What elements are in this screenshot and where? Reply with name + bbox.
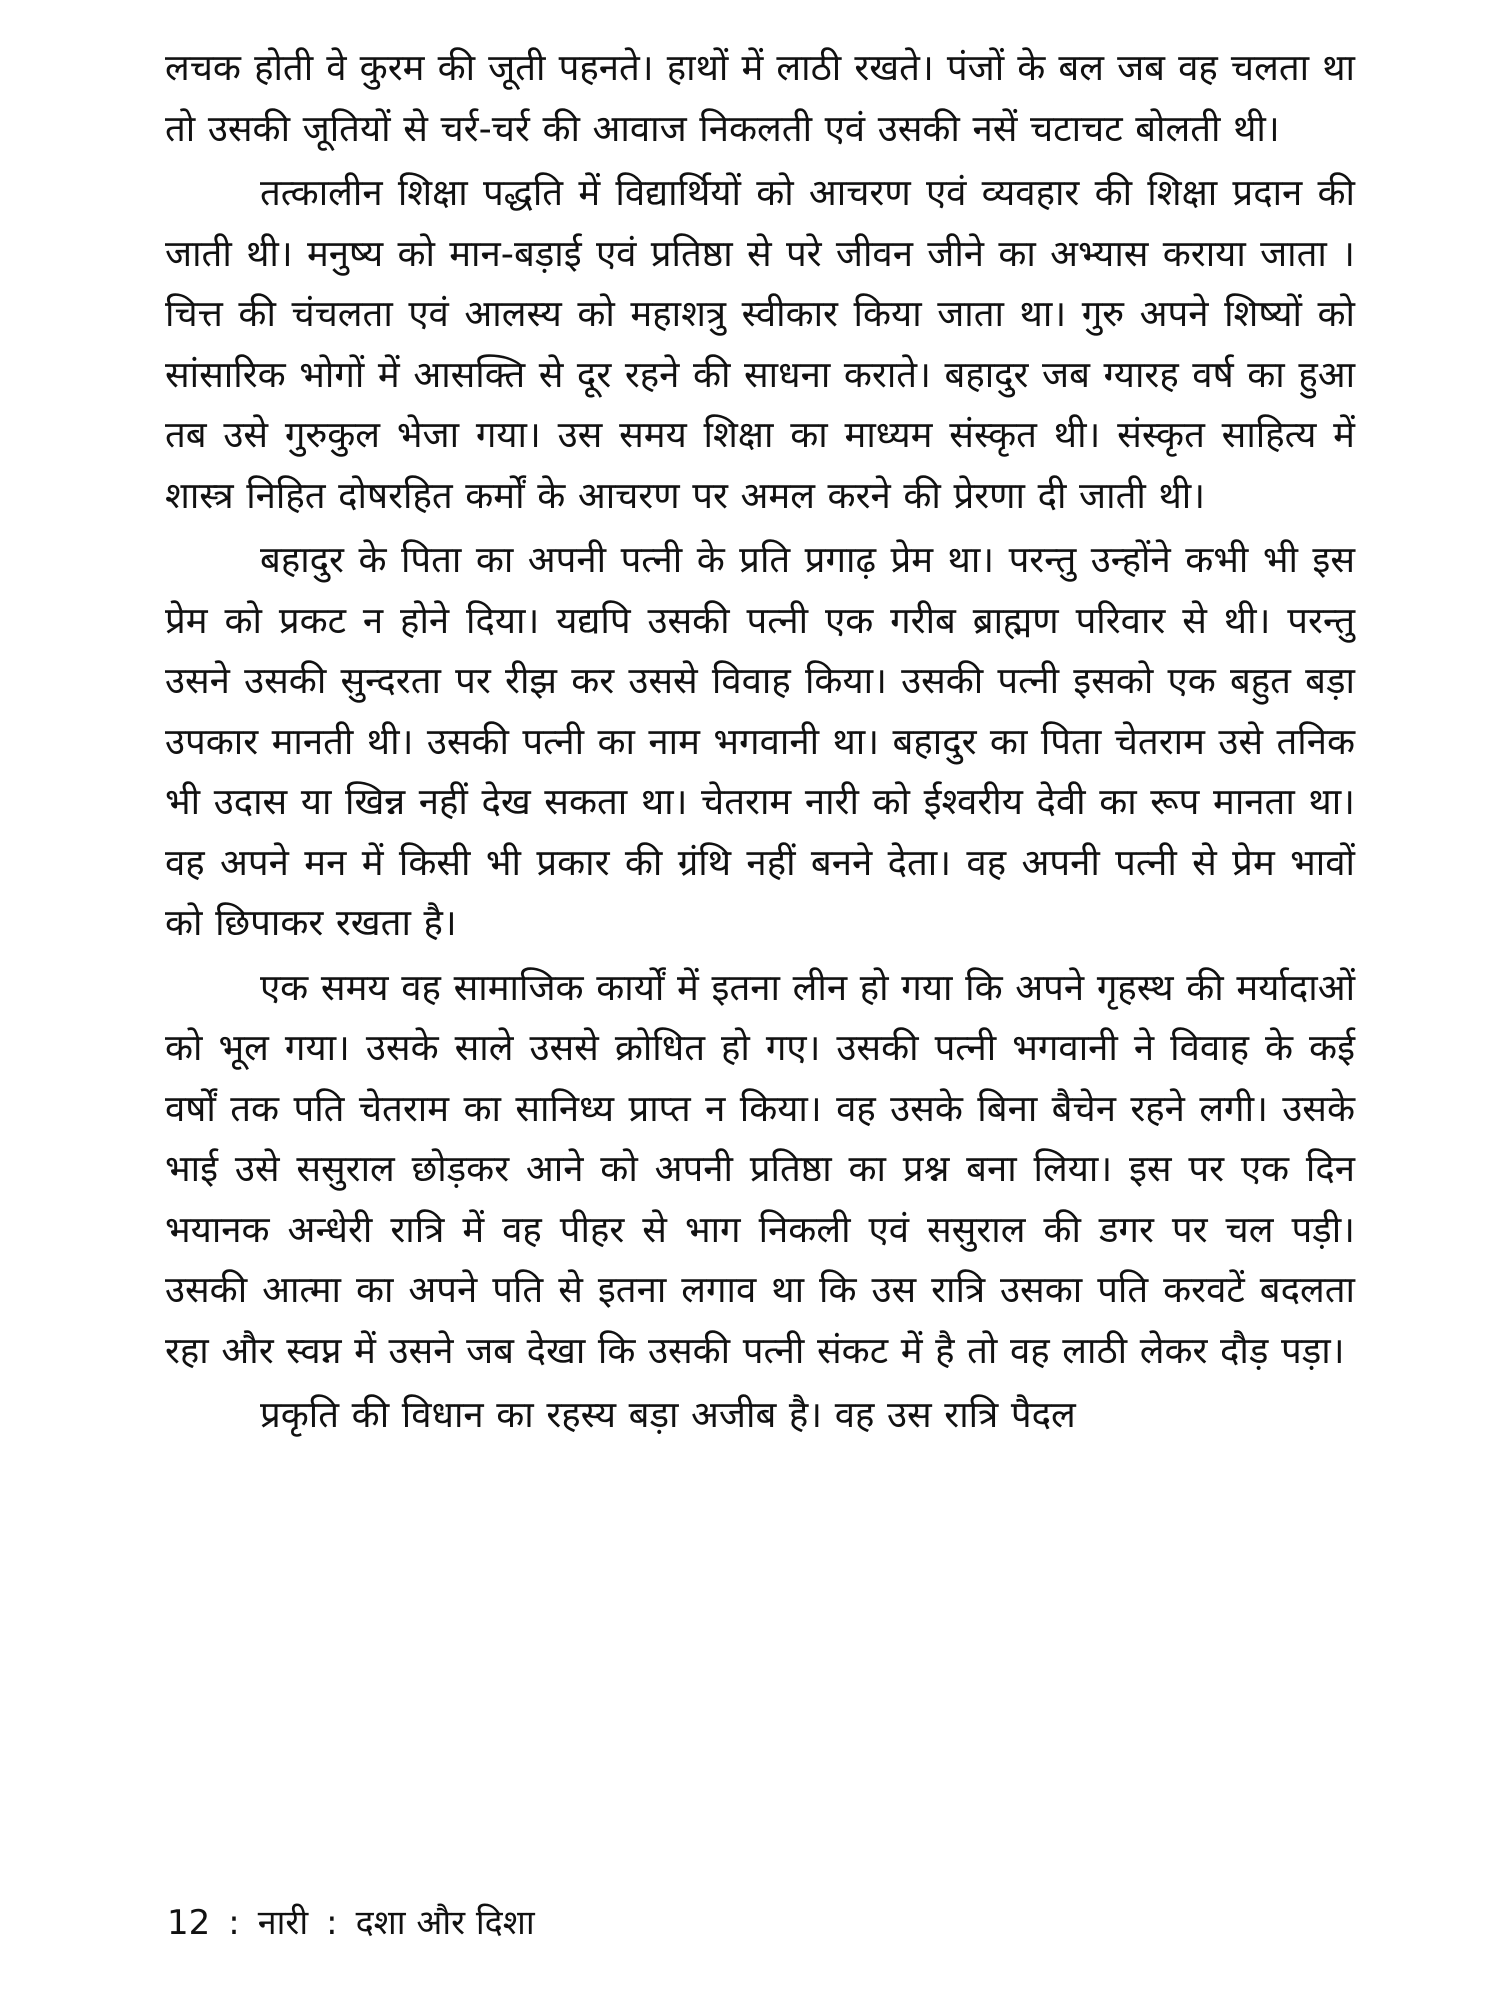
paragraph-3: बहादुर के पिता का अपनी पत्नी के प्रति प्रगाढ़ प्रेम था। परन्तु उन्होंने कभी भी इस प्रेम को प्रकट न होने दिया। यद्यपि उसकी पत्नी एक गरीब ब्राह्मण परिवार से थी। परन्तु उसने उसकी सुन्दरता पर रीझ कर उससे विवाह किया। उसकी पत्नी इसको एक बहुत बड़ा उपकार मानती थी। उसकी पत्नी का नाम भगवानी था। बहादुर का पिता चेतराम उसे तनिक भी उदास या खिन्न नहीं देख सकता था। चेतराम नारी को ईश्वरीय देवी का रूप मानता था। वह अपने मन में किसी भी प्रकार की ग्रंथि नहीं बनने देता। वह अपनी पत्नी से प्रेम भावों को छिपाकर रखता है। xyxy=(165,538,1355,944)
footer-separator: : xyxy=(228,1903,240,1943)
page-body xyxy=(165,38,1355,1963)
footer-separator-2: : xyxy=(326,1903,338,1943)
page-number: 12 xyxy=(167,1903,211,1943)
paragraph-4: एक समय वह सामाजिक कार्यों में इतना लीन हो गया कि अपने गृहस्थ की मर्यादाओं को भूल गया। उसके साले उससे क्रोधित हो गए। उसकी पत्नी भगवानी ने विवाह के कई वर्षों तक पति चेतराम का सानिध्य प्राप्त न किया। वह उसके बिना बैचेन रहने लगी। उसके भाई उसे ससुराल छोड़कर आने को अपनी प्रतिष्ठा का प्रश्न बना लिया। इस पर एक दिन भयानक अन्धेरी रात्रि में वह पीहर से भाग निकली एवं ससुराल की डगर पर चल पड़ी। उसकी आत्मा का अपने पति से इतना लगाव था कि उस रात्रि उसका पति करवटें बदलता रहा और स्वप्न में उसने जब देखा कि उसकी पत्नी संकट में है तो वह लाठी लेकर दौड़ पड़ा। xyxy=(165,965,1355,1372)
page-footer xyxy=(167,1898,535,1948)
paragraph-1: लचक होती वे कुरम की जूती पहनते। हाथों में लाठी रखते। पंजों के बल जब वह चलता था तो उसकी जूतियों से चर्र-चर्र की आवाज निकलती एवं उसकी नसें चटाचट बोलती थी। xyxy=(165,46,1355,150)
paragraph-2: तत्कालीन शिक्षा पद्धति में विद्यार्थियों को आचरण एवं व्यवहार की शिक्षा प्रदान की जाती थी। मनुष्य को मान-बड़ाई एवं प्रतिष्ठा से परे जीवन जीने का अभ्यास कराया जाता । चित्त की चंचलता एवं आलस्य को महाशत्रु स्वीकार किया जाता था। गुरु अपने शिष्यों को सांसारिक भोगों में आसक्ति से दूर रहने की साधना कराते। बहादुर जब ग्यारह वर्ष का हुआ तब उसे गुरुकुल भेजा गया। उस समय शिक्षा का माध्यम संस्कृत थी। संस्कृत साहित्य में शास्त्र निहित दोषरहित कर्मों के आचरण पर अमल करने की प्रेरणा दी जाती थी। xyxy=(165,171,1355,517)
book-title-first-word: नारी xyxy=(257,1903,309,1943)
book-title-rest: दशा और दिशा xyxy=(355,1903,535,1943)
paragraph-5: प्रकृति की विधान का रहस्य बड़ा अजीब है। वह उस रात्रि पैदल xyxy=(260,1393,1076,1436)
